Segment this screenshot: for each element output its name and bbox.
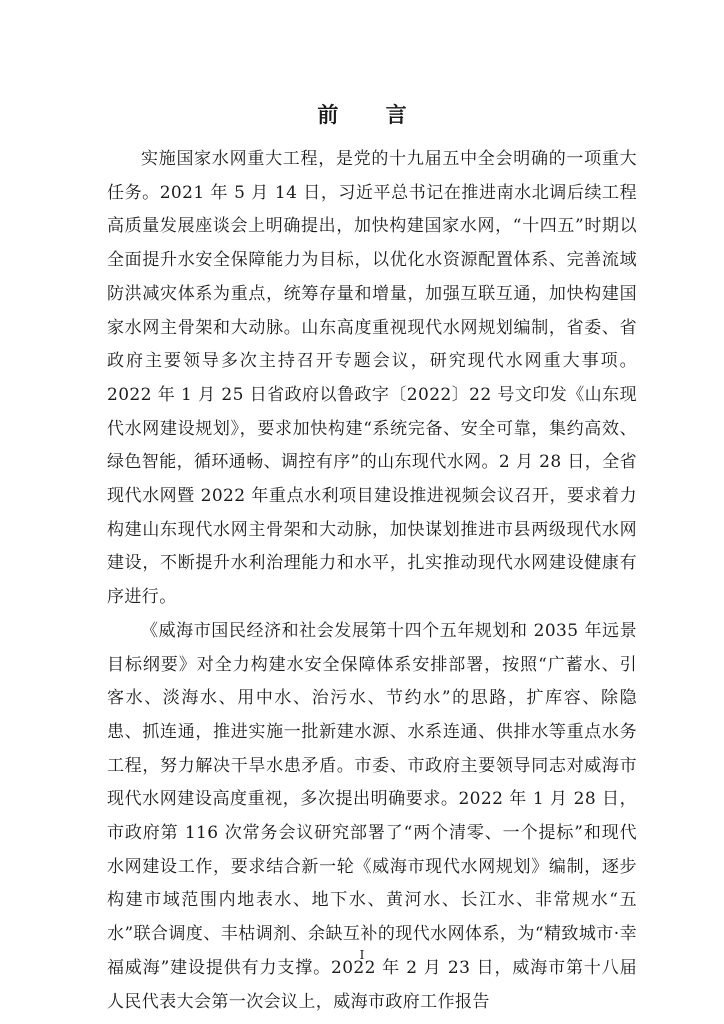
preface-body	[107, 143, 637, 1019]
page-title: 前 言	[317, 102, 427, 127]
paragraph-1: 实施国家水网重大工程，是党的十九届五中全会明确的一项重大任务。2021 年 5 月 14 日，习近平总书记在推进南水北调后续工程高质量发展座谈会上明确提出，加快构建国家水网，“十四五”时期以全面提升水安全保障能力为目标，以优化水资源配置体系、完善流域防洪减灾体系为重点，统筹存量和增量，加强互联互通，加快构建国家水网主骨架和大动脉。山东高度重视现代水网规划编制，省委、省政府主要领导多次主持召开专题会议，研究现代水网重大事项。2022 年 1 月 25 日省政府以鲁政字〔2022〕22 号文印发《山东现代水网建设规划》，要求加快构建“系统完备、安全可靠，集约高效、绿色智能，循环通畅、调控有序”的山东现代水网。2 月 28 日，全省现代水网暨 2022 年重点水利项目建设推进视频会议召开，要求着力构建山东现代水网主骨架和大动脉，加快谋划推进市县两级现代水网建设，不断提升水利治理能力和水平，扎实推动现代水网建设健康有序进行。	[107, 149, 637, 608]
page-number: I	[359, 948, 365, 962]
paragraph-2: 《威海市国民经济和社会发展第十四个五年规划和 2035 年远景目标纲要》对全力构建水安全保障体系安排部署，按照“广蓄水、引客水、淡海水、用中水、治污水、节约水”的思路，扩库容、除隐患、抓连通，推进实施一批新建水源、水系连通、供排水等重点水务工程，努力解决干旱水患矛盾。市委、市政府主要领导同志对威海市现代水网建设高度重视，多次提出明确要求。2022 年 1 月 28 日，市政府第 116 次常务会议研究部署了“两个清零、一个提标”和现代水网建设工作，要求结合新一轮《威海市现代水网规划》编制，逐步构建市域范围内地表水、地下水、黄河水、长江水、非常规水“五水”联合调度、丰枯调剂、余缺互补的现代水网体系，为“精致城市·幸福威海”建设提供有力支撑。2022 年 2 月 23 日，威海市第十八届人民代表大会第一次会议上，威海市政府工作报告	[107, 620, 637, 1012]
